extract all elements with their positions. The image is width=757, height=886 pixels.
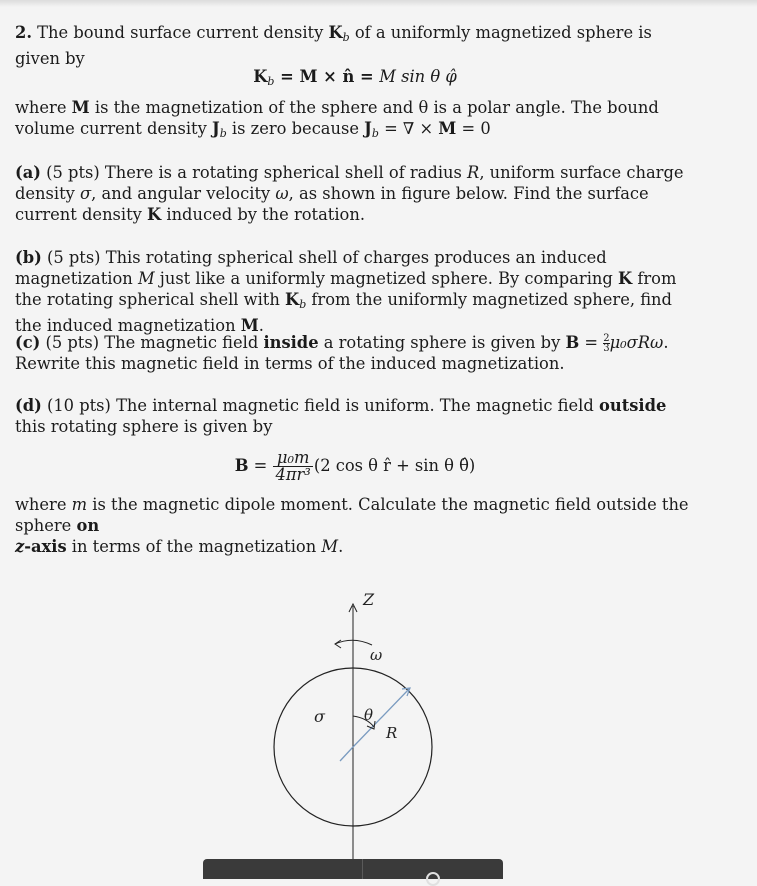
equation-bound-surface-current: $K_b = M$ × n̂ = M sin θ φ̂ xyxy=(253,67,457,88)
bottom-toolbar[interactable] xyxy=(203,859,503,879)
radius-vector xyxy=(353,688,410,747)
part-a-label: (a) xyxy=(15,163,41,182)
part-c: (c) (5 pts) The magnetic field inside a rotating sphere is given by B = $\frac{2}{3}$ μ₀σRω. Rewrite this magnetic field in terms of the induced magnetization. xyxy=(15,333,669,373)
part-c-label: (c) xyxy=(15,333,41,352)
toolbar-divider xyxy=(362,859,363,879)
part-d-label: (d) xyxy=(15,396,42,415)
problem-where-text: where M is the magnetization of the sphere and θ is a polar angle. The bound volume current density $J_b$ is zero because $J_b$ = ∇ × M = 0 xyxy=(15,98,659,140)
fraction-two-thirds: $\frac{2}{3}$ xyxy=(603,333,610,354)
z-label: Z xyxy=(363,590,375,609)
omega-label: ω xyxy=(370,646,383,664)
problem-number: 2. xyxy=(15,23,32,42)
part-b: (b) (5 pts) This rotating spherical shell of charges produces an induced magnetization M just like a uniformly magnetized sphere. By comparing K from the rotating spherical shell with $K_b$ from the uniformly magnetized sphere, find the induced magnetization M. xyxy=(15,248,677,335)
part-d: (d) (10 pts) The internal magnetic field is uniform. The magnetic field outside this rotating sphere is given by xyxy=(15,396,667,436)
fraction-mu0m-over-4pir3: $\frac{\text{μ₀m}}{\text{4πr³}}$ xyxy=(275,448,311,484)
part-b-label: (b) xyxy=(15,248,42,267)
r-label: R xyxy=(386,724,398,742)
sigma-label: σ xyxy=(314,707,325,726)
rotation-arrowhead xyxy=(335,640,341,648)
equation-dipole-field: B = $\frac{\text{μ₀m}}{\text{4πr³}}$ (2 cos θ r̂ + sin θ θ̂) xyxy=(234,448,476,484)
radius-extension xyxy=(340,747,353,761)
part-d-where-text: where m is the magnetic dipole moment. Calculate the magnetic field outside the sphere on z-axis in terms of the magnetization M. xyxy=(15,495,689,556)
toolbar-icon[interactable] xyxy=(426,872,440,886)
problem-intro: 2. The bound surface current density $K_b$ of a uniformly magnetized sphere is given by xyxy=(15,23,652,68)
part-a: (a) (5 pts) There is a rotating spherical shell of radius R, uniform surface charge density σ, and angular velocity ω, as shown in figure below. Find the surface current density K induced by the rotation. xyxy=(15,163,684,224)
theta-label: θ xyxy=(364,706,374,724)
